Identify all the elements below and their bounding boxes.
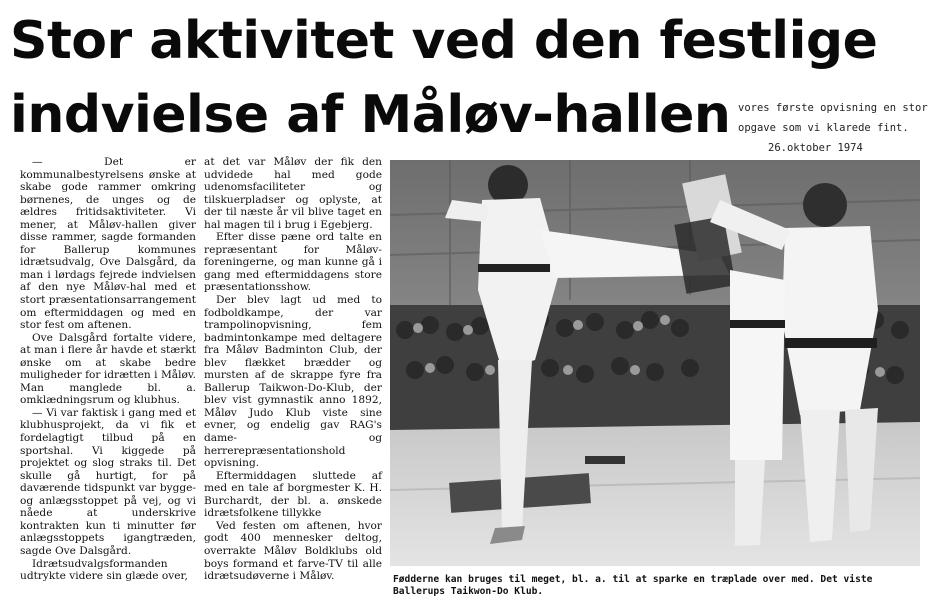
article-column-1 bbox=[20, 156, 196, 583]
article-paragraph: Efter disse pæne ord talte en repræsentant for Måløv-foreningerne, og man kunne gå i gang med eftermiddagens store præsentationsshow. bbox=[204, 231, 382, 294]
headline-line-2: indvielse af Måløv-hallen bbox=[10, 85, 731, 145]
handwritten-note-date: 26.oktober 1974 bbox=[768, 142, 863, 154]
handwritten-note-line-1: vores første opvisning en stor bbox=[738, 102, 928, 114]
photo-illustration bbox=[390, 160, 920, 566]
article-paragraph: Idrætsudvalgsformanden udtrykte videre sin glæde over, bbox=[20, 557, 188, 583]
article-paragraph: at det var Måløv der fik den udvidede hal med gode udenomsfaciliteter og tilskuerpladser og oplyste, at der til næste år vil blive taget en hal magen til i brug i Egebjerg. bbox=[204, 156, 382, 231]
handwritten-note-line-2: opgave som vi klarede fint. bbox=[738, 122, 909, 134]
photo-caption: Fødderne kan bruges til meget, bl. a. til at sparke en træplade over med. Det viste Ballerups Taikwon-Do Klub. bbox=[393, 574, 873, 597]
article-paragraph: — Det er kommunalbestyrelsens ønske at skabe gode rammer omkring børnenes, de unges og de ældres fritidsaktiviteter. Vi mener, at Måløv-hallen giver disse rammer, sagde formanden for Ballerup kommunes idrætsudvalg, Ove Dalsgård, da man i lørdags fejrede indvielsen af den nye Måløv-hal med et stort præsentationsarrangement om eftermiddagen og med en stor fest om aftenen. bbox=[20, 156, 196, 332]
article-paragraph: Ove Dalsgård fortalte videre, at man i flere år havde et stærkt ønske om at skabe bedre muligheder for idrætten i Måløv. Man manglede bl. a. omklædningsrum og klubhus. bbox=[20, 331, 196, 407]
karate-photo bbox=[390, 160, 920, 566]
article-paragraph: Ved festen om aftenen, hvor godt 400 mennesker deltog, overrakte Måløv Boldklubs old boys formand et farve-TV til alle idrætsudøverne i Måløv. bbox=[204, 519, 382, 583]
article-paragraph: — Vi var faktisk i gang med et klubhusprojekt, da vi fik et fordelagtigt tilbud på en sportshal. Vi kiggede på projektet og slog straks til. Det skulle gå hurtigt, for på daværende tidspunkt var bygge- og anlægsstoppet på vej, og vi nåede at underskrive kontrakten kun ti minutter før anlægsstoppets igangtræden, sagde Ove Dalsgård. bbox=[20, 406, 196, 557]
article-column-2 bbox=[204, 156, 382, 583]
handwritten-note bbox=[738, 98, 928, 158]
article-paragraph: Eftermiddagen sluttede af med en tale af borgmester K. H. Burchardt, der bl. a. ønskede idrætsfolkene tillykke bbox=[204, 469, 382, 520]
article-paragraph: Der blev lagt ud med to fodboldkampe, der var trampolinopvisning, fem badmintonkampe med deltagere fra Måløv Badminton Club, der blev flækket brædder og mursten af de skrappe fyre fra Ballerup Taikwon-Do-Klub, der blev vist gymnastik anno 1892, Måløv Judo Klub viste sine evner, og endelig gav RAG's dame- og herrerepræsentationshold opvisning. bbox=[204, 294, 382, 470]
headline-line-1: Stor aktivitet ved den festlige bbox=[10, 11, 878, 71]
